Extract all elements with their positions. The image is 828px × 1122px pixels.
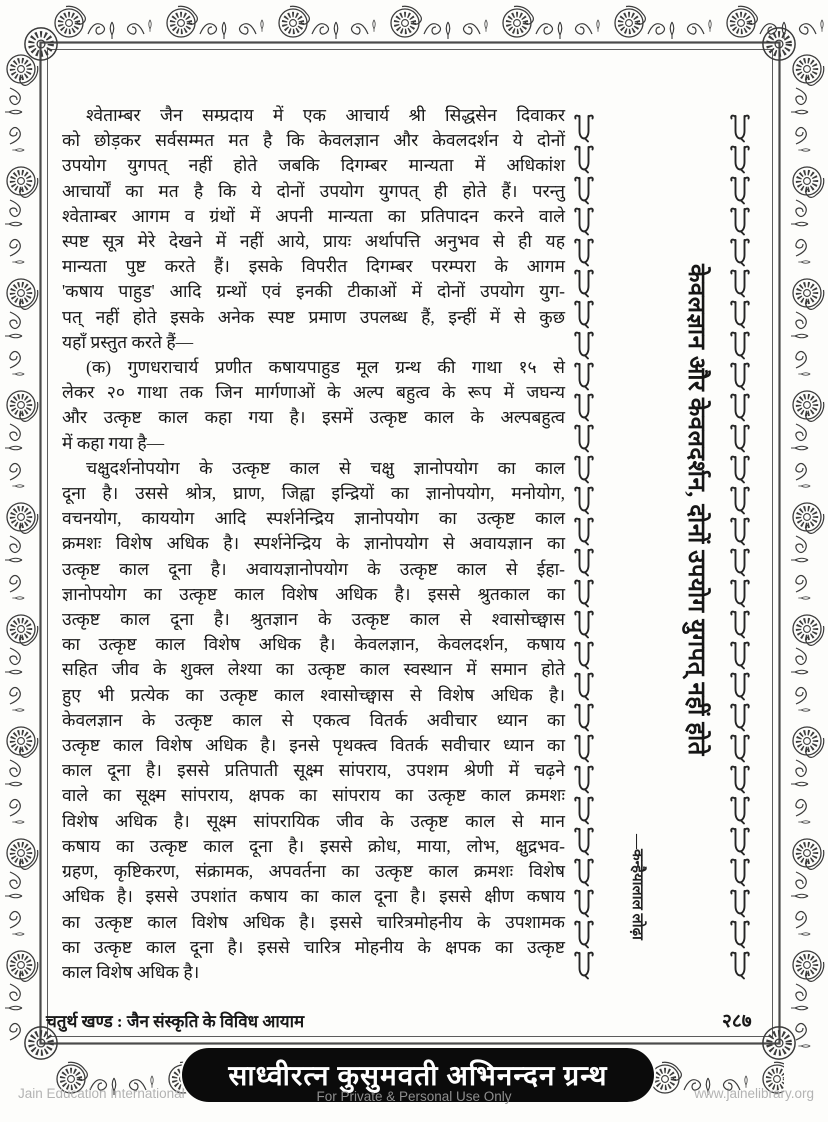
section-footer-title: चतुर्थ खण्ड : जैन संस्कृति के विविध आयाम — [46, 1012, 305, 1031]
text-line: कषाय का उत्कृष्ट काल दूना है। इससे क्रोध, माया, लोभ, क्षुद्रभव- — [62, 835, 565, 856]
chain-link-icon — [573, 112, 595, 143]
chain-link-icon — [573, 360, 595, 391]
chain-link-icon — [729, 856, 751, 887]
text-line: (क) गुणधराचार्य प्रणीत कषायपाहुड मूल ग्रन्थ की गाथा १५ से — [86, 357, 565, 378]
chain-link-icon — [573, 236, 595, 267]
text-line: लेकर २० गाथा तक जिन मार्गणाओं के अल्प बहुत्व के रूप में जघन्य — [62, 382, 565, 403]
text-line: को छोड़कर सर्वसम्मत मत है कि केवलज्ञान और केवलदर्शन ये दोनों — [62, 130, 565, 151]
watermark-url: www.jainelibrary.org — [694, 1086, 814, 1101]
chain-link-icon — [573, 546, 595, 577]
chain-link-icon — [729, 236, 751, 267]
banner-text: साध्वीरत्न कुसुमवती अभिनन्दन ग्रन्थ — [228, 1061, 608, 1092]
chain-link-icon — [729, 298, 751, 329]
chain-link-icon — [729, 329, 751, 360]
text-line: 'कषाय पाहुड' आदि ग्रन्थों एवं इनकी टीकाओं में दोनों उपयोग युग- — [62, 281, 565, 302]
chain-link-icon — [729, 267, 751, 298]
chain-link-icon — [573, 856, 595, 887]
text-line: केवलज्ञान के उत्कृष्ट काल से एकत्व वितर्क अवीचार ध्यान का — [62, 709, 565, 730]
chain-link-icon — [573, 174, 595, 205]
chain-link-icon — [573, 267, 595, 298]
chain-link-icon — [729, 763, 751, 794]
paragraph — [62, 355, 565, 456]
text-line: का उत्कृष्ट काल विशेष अधिक है। केवलज्ञान, केवलदर्शन, कषाय — [62, 634, 565, 655]
text-line: मान्यता पुष्ट करते हैं। इसके विपरीत दिगम्बर परम्परा के आगम — [62, 256, 565, 277]
chain-link-icon — [573, 453, 595, 484]
chain-link-icon — [729, 360, 751, 391]
chain-ornament-column-left — [572, 112, 596, 980]
text-line: ज्ञानोपयोग का उत्कृष्ट काल विशेष अधिक है। इससे श्रुतकाल का — [62, 583, 565, 604]
text-line: दूना है। उससे श्रोत्र, घ्राण, जिह्वा इन्द्रियों का ज्ञानोपयोग, मनोयोग, — [62, 483, 565, 504]
text-line: काल विशेष अधिक है। — [62, 961, 200, 982]
text-line: उत्कृष्ट काल दूना है। श्रुतज्ञान के उत्कृष्ट काल से श्वासोच्छ्वास — [62, 609, 565, 630]
paragraph — [62, 456, 565, 985]
chain-link-icon — [729, 484, 751, 515]
text-line: श्वेताम्बर आगम व ग्रंथों में अपनी मान्यता का प्रतिपादन करने वाले — [62, 205, 565, 226]
chain-link-icon — [729, 670, 751, 701]
chain-link-icon — [573, 329, 595, 360]
chain-link-icon — [729, 577, 751, 608]
chain-link-icon — [729, 143, 751, 174]
text-line: उत्कृष्ट काल दूना है। अवायज्ञानोपयोग के उत्कृष्ट काल से ईहा- — [62, 558, 565, 579]
chain-link-icon — [729, 887, 751, 918]
text-line: उत्कृष्ट काल विशेष अधिक है। इनसे पृथक्त्व वितर्क सवीचार ध्यान का — [62, 735, 565, 756]
text-line: चक्षुदर्शनोपयोग के उत्कृष्ट काल से चक्षु ज्ञानोपयोग का काल — [86, 457, 565, 478]
chain-ornament-column-right — [728, 112, 752, 980]
chain-link-icon — [729, 205, 751, 236]
right-frieze — [791, 55, 824, 1122]
chain-link-icon — [729, 546, 751, 577]
vertical-article-title: केवलज्ञान और केवलदर्शन, दोनों उपयोग युगपत् नहीं होते — [683, 264, 709, 756]
chain-link-icon — [729, 453, 751, 484]
vertical-author-name: —कन्हैयालाल लोढ़ा — [629, 834, 645, 940]
chain-link-icon — [729, 918, 751, 949]
chain-link-icon — [573, 949, 595, 980]
top-frieze — [55, 6, 828, 39]
chain-link-icon — [573, 298, 595, 329]
text-line: विशेष अधिक है। सूक्ष्म सांपरायिक जीव के उत्कृष्ट काल से मान — [62, 810, 565, 831]
chain-link-icon — [729, 112, 751, 143]
chain-link-icon — [573, 577, 595, 608]
text-line: पत् नहीं होते इसके अनेक स्पष्ट प्रमाण उपलब्ध हैं, इन्हीं में से कुछ — [62, 306, 565, 327]
text-line: काल दूना है। इससे प्रतिपाती सूक्ष्म सांपराय, उपशम श्रेणी में चढ़ने — [62, 760, 565, 781]
chain-link-icon — [573, 391, 595, 422]
chain-link-icon — [729, 794, 751, 825]
text-line: वचनयोग, काययोग आदि स्पर्शनेन्द्रिय ज्ञानोपयोग का उत्कृष्ट काल — [62, 508, 565, 529]
text-line: में कहा गया है— — [62, 432, 165, 453]
text-line: यहाँ प्रस्तुत करते हैं— — [62, 331, 194, 352]
text-line: का उत्कृष्ट काल विशेष अधिक है। इससे चारित्रमोहनीय के उपशामक — [62, 911, 565, 932]
text-line: सहित जीव के शुक्ल लेश्या का उत्कृष्ट काल स्वस्थान में समान होते — [62, 659, 565, 680]
chain-link-icon — [573, 763, 595, 794]
chain-link-icon — [573, 608, 595, 639]
chain-link-icon — [729, 174, 751, 205]
text-line: उपयोग युगपत् नहीं होते जबकि दिगम्बर मान्यता में अधिकांश — [62, 155, 565, 176]
text-line: स्पष्ट सूत्र मेरे देखने में नहीं आये, प्रायः अर्थापत्ति अनुभव से ही यह — [62, 231, 565, 252]
chain-link-icon — [573, 205, 595, 236]
chain-link-icon — [573, 670, 595, 701]
watermark-publisher: Jain Education International — [18, 1086, 185, 1101]
text-line: आचार्यों का मत है कि ये दोनों उपयोग युगपत् ही होते हैं। परन्तु — [62, 180, 565, 201]
text-line: श्वेताम्बर जैन सम्प्रदाय में एक आचार्य श्री सिद्धसेन दिवाकर — [86, 105, 565, 125]
text-line: ग्रहण, कृष्टिकरण, संक्रामक, अपवर्तना का उत्कृष्ट काल क्रमशः विशेष — [62, 861, 565, 882]
chain-link-icon — [573, 143, 595, 174]
text-line: अधिक है। इससे उपशांत कषाय का काल दूना है। इससे क्षीण कषाय — [62, 886, 565, 907]
paragraph — [62, 103, 565, 355]
watermark-usage: For Private & Personal Use Only — [316, 1089, 512, 1104]
chain-link-icon — [729, 391, 751, 422]
chain-link-icon — [573, 887, 595, 918]
chain-link-icon — [729, 701, 751, 732]
text-line: वाले का सूक्ष्म सांपराय, क्षपक का सांपराय का उत्कृष्ट काल क्रमशः — [62, 785, 565, 806]
main-text-block — [62, 103, 565, 985]
left-frieze — [5, 55, 38, 1122]
chain-link-icon — [729, 608, 751, 639]
text-line: क्रमशः विशेष अधिक है। स्पर्शनेन्द्रिय के ज्ञानोपयोग से अवायज्ञान का — [62, 533, 565, 554]
chain-link-icon — [573, 484, 595, 515]
chain-link-icon — [729, 639, 751, 670]
chain-link-icon — [573, 515, 595, 546]
chain-link-icon — [573, 732, 595, 763]
chain-link-icon — [729, 732, 751, 763]
page-number: २८७ — [722, 1011, 752, 1032]
chain-link-icon — [573, 701, 595, 732]
chain-link-icon — [573, 825, 595, 856]
chain-link-icon — [729, 949, 751, 980]
chain-link-icon — [573, 794, 595, 825]
chain-link-icon — [573, 918, 595, 949]
chain-link-icon — [729, 515, 751, 546]
text-line: का उत्कृष्ट काल दूना है। इससे चारित्र मोहनीय के क्षपक का उत्कृष्ट — [62, 936, 565, 957]
chain-link-icon — [573, 422, 595, 453]
chain-link-icon — [573, 639, 595, 670]
text-line: हुए भी प्रत्येक का उत्कृष्ट काल श्वासोच्छ्वास से विशेष अधिक है। — [62, 684, 565, 705]
chain-link-icon — [729, 422, 751, 453]
text-line: और उत्कृष्ट काल कहा गया है। इसमें उत्कृष्ट काल के अल्पबहुत्व — [62, 407, 565, 428]
chain-link-icon — [729, 825, 751, 856]
